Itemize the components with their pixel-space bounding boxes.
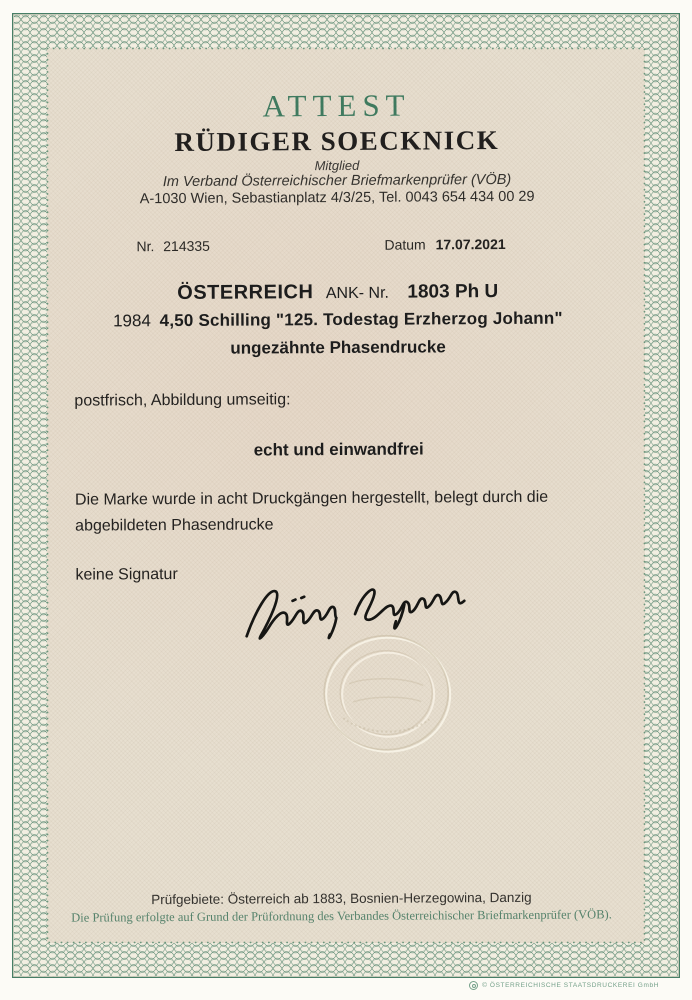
- number-label: Nr.: [136, 238, 155, 255]
- printer-logo-icon: [469, 981, 478, 990]
- printer-credit: [469, 981, 659, 990]
- legal-line: Die Prüfung erfolgte auf Grund der Prüfordnung des Verbandes Österreichischer Briefmarkenprüfer (VÖB).: [71, 907, 612, 925]
- embossed-seal-icon: [309, 621, 465, 767]
- date-value: 17.07.2021: [435, 235, 506, 253]
- catalog-label: ANK- Nr.: [325, 284, 389, 303]
- issue-line: [0, 308, 684, 332]
- address-line: A-1030 Wien, Sebastianplatz 4/3/25, Tel. 0043 654 434 00 29: [139, 188, 535, 208]
- certificate-date: [384, 236, 505, 253]
- catalog-number: 1803 Ph U: [407, 281, 499, 303]
- issue-variant: ungezähnte Phasendrucke: [230, 337, 446, 358]
- certificate-title: ATTEST: [262, 87, 411, 124]
- subject-heading: [0, 279, 684, 306]
- number-value: 214335: [163, 237, 210, 255]
- test-areas-line: Prüfgebiete: Österreich ab 1883, Bosnien-Herzegowina, Danzig: [151, 889, 532, 908]
- explanation-text: Die Marke wurde in acht Druckgängen hergestellt, belegt durch die abgebildeten Phasendrucke: [74, 488, 549, 535]
- expert-name: RÜDIGER SOECKNICK: [174, 125, 500, 157]
- printer-credit-text: © ÖSTERREICHISCHE STAATSDRUCKEREI GmbH: [482, 982, 659, 989]
- verdict-line: echt und einwandfrei: [253, 439, 424, 460]
- condition-line: postfrisch, Abbildung umseitig:: [74, 391, 291, 410]
- issue-description: 4,50 Schilling "125. Todestag Erzherzog Johann": [159, 308, 563, 331]
- membership-line: Mitglied: [314, 157, 360, 174]
- signature-note: keine Signatur: [75, 565, 178, 584]
- issue-year: 1984: [113, 311, 151, 331]
- date-label: Datum: [384, 236, 426, 253]
- association-line: Im Verband Österreichischer Briefmarkenprüfer (VÖB): [162, 171, 512, 191]
- certificate-number: [136, 238, 210, 254]
- country-name: ÖSTERREICH: [177, 281, 314, 304]
